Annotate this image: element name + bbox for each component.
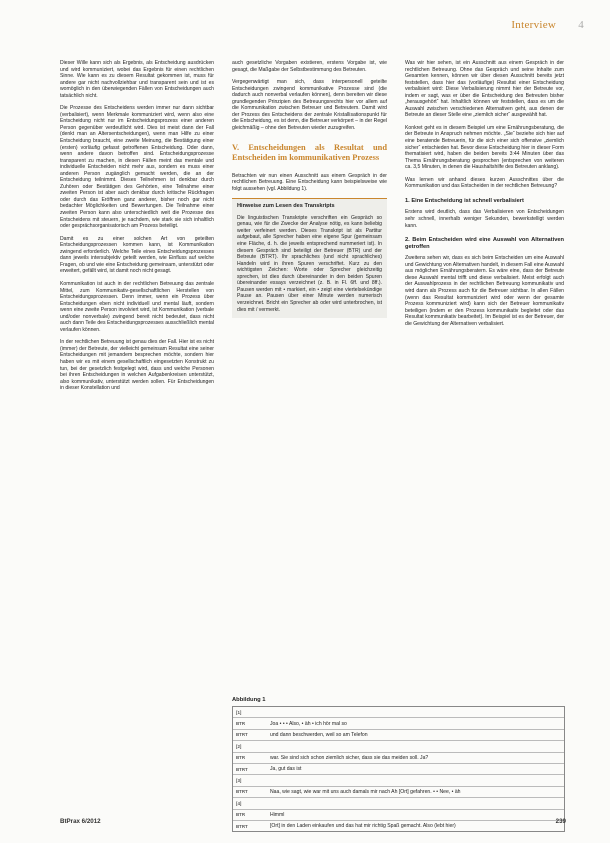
speaker-label: BTRT [236, 789, 248, 795]
transcript-row [233, 810, 564, 821]
speaker-label: BTRT [236, 766, 248, 772]
subheading: 1. Eine Entscheidung ist schnell verbalisiert [405, 197, 524, 204]
transcript-row [233, 730, 564, 741]
transcript-row [233, 741, 564, 752]
paragraph: Kommunikation ist auch in der rechtlichen Betreuung das zentrale Mittel, zum Kommunikativ-gesellschaftlichen Herstellen von Entscheidungsprozessen. Denn immer, wenn ein Prozess über Entscheidungen eben nicht individuell und mental läuft, sondern wenn eine zweite Person involviert wird, ist Kommunikation (verbale und/oder nonverbale) zwingend bereit nicht bedeutet, dass nicht auch dann Teile des Entscheidungsprozesses ausschließlich mental verlaufen können. [60, 280, 214, 333]
transcript-text: Ja, gut das ist [270, 766, 302, 773]
column-2 [232, 60, 387, 328]
transcript-table [232, 706, 565, 832]
paragraph: Damit es zu einer solchen Art von geteilten Entscheidungsprozessen kommen kann, ist Kommunikation zwingend erforderlich. Welche Teile eines Entscheidungsprozesses dann jeweils intersubjektiv geteilt werden, wie Einfluss auf welche Fragen, ob und wie eine Entscheidung gemeinsam, unterstützt oder erweitert, gefällt wird, ist damit noch nicht gesagt. [60, 235, 214, 275]
header-page-number: 4 [578, 19, 584, 31]
box-title: Hinweise zum Lesen des Transkripts [237, 203, 335, 210]
speaker-label: BTRT [236, 823, 248, 829]
figure-title: Abbildung 1 [232, 697, 266, 703]
speaker-label: BTRT [236, 732, 248, 738]
transcript-row [233, 787, 564, 798]
transcript-text: war. Sie sind sich schon ziemlich sicher, dass sie das meiden soll. Ja? [270, 754, 429, 761]
speaker-label: BTR [236, 721, 246, 727]
transcript-text: [Ort] in den Laden einkaufen und das hat mir richtig Spaß gemacht. Also (lebt hier) [270, 823, 456, 830]
paragraph: Vergegenwärtigt man sich, dass interpersonell geteilte Entscheidungen zwingend kommunikative Prozesse sind (die dadurch auch nonverbal verlaufen können), denn bereiten wir diese grundlegenden Prinzipien des Betreuungsrechts hier vor allem auf die Kommunikation zwischen Betreuer und Betreutem. Damit wird der Prozess des Entscheidens der zentrale Kristallisationspunkt für die Entscheidung, es ist denn, die Betreuer verkörpert – in der Regel gleichmäßig – ohne den Betreuten wieder zuzugreifen. [232, 79, 387, 131]
section-heading: V. Entscheidungen als Resultat und Entscheiden im kommunikativen Prozess [232, 143, 387, 163]
transcript-row [233, 718, 564, 729]
paragraph: Was lernen wir anhand dieses kurzen Ausschnittes über die Kommunikation und das Entscheiden in der rechtlichen Betreuung? [405, 176, 564, 190]
speaker-label: [1] [236, 709, 242, 715]
header-section: Interview [511, 19, 557, 31]
paragraph: Konkret geht es in diesem Beispiel um eine Ernährungsberatung, die der Betreute in Anspruch nehmen möchte. „Sie“ beziehe sich hier auf eine beratende Betreuerin, für die sich einer sich offensive „ziemlich sicher“ entschieden hat. Bevor diese Entscheidung hier in dieser Form thematisiert wird, haben die beiden bereits 3:44 Minuten über das Thema Ernährungsberatung gesprochen (entsprechen von weiteren ca. 3,5 Minuten, in denen die Haushaltshilfe des Betreuten anklang). [405, 124, 564, 171]
speaker-label: [4] [236, 800, 242, 806]
transcript-text: und dann beschwerden, weil so am Telefon [270, 731, 368, 738]
transcript-row [233, 775, 564, 786]
transcript-row [233, 707, 564, 718]
transcript-text: Joa • • • Also, • äh • ich hör mal so [270, 720, 347, 727]
figure-1 [232, 697, 565, 832]
box-text: Die linguistischen Transkripte verschriften ein Gespräch so genau, wie für die Zwecke der Analyse nötig, es kann beliebig weiter verfeinert werden. Dieses Transkript ist als Partitur aufgebaut, alle Sprecher haben eine eigene Spur (gemeinsam eine Fläche, d. h. die jeweils entsprechend nummeriert ist). In diesem Gespräch sind beteiligt der Betreuer (BTR) und der Betreute (BTRT). Ihr sprachliches (und nicht sprachliches) Handeln wird in ihren Spuren verschriftet. Kurz zu den wichtigsten Zeichen: Worte oder Sprecher gleichzeitig sprechen, ist dies durch übereinander in den beiden Spuren übereinander essays verzeichnet (z. B. in Fl. 6ff. und 8ff.). Pausen werden mit • markiert, ein • zeigt eine viertelsekündige Pause an. Pausen über einer Minute werden numerisch verzeichnet. Bricht ein Sprecher ab oder wird unterbrochen, ist dies mit / vermerkt. [237, 214, 382, 313]
paragraph: In der rechtlichen Betreuung ist genau dies der Fall. Hier ist es nicht (immer) der Betreute, der vielleicht gemeinsam Resultat eine seiner Entscheidungen mit jemandem besprechen möchte, sondern hier haben wir es mit einem gesellschaftlich eingesetzten Konstrukt zu tun, bei der gesetzlich festgelegt wird, dass und welche Personen bei ihren Entscheidungen in welchen Aufgabenkreisen unterstützt, also kommunikativ, unterstützt werden sollen. Für Entscheidungen in dieser Konstellation und [60, 339, 214, 392]
transcript-text: Himml [270, 811, 285, 818]
paragraph: Betrachten wir nun einen Ausschnitt aus einem Gespräch in der rechtlichen Betreuung. Eine Entscheidung kann beispielsweise wie folgt aussehen (vgl. Abbildung 1). [232, 172, 387, 192]
paragraph: Was wir hier sehen, ist ein Ausschnitt aus einem Gespräch in der rechtlichen Betreuung. Ohne das Gespräch und seine Inhalte zum Gesamten kennen, können wir über diesen Ausschnitt bereits jetzt feststellen, dass hier das (vorläufige) Resultat einer Entscheidung verbalisiert wird: Diese Verbalisierung nimmt hier der Betreute vor, indem er sagt, was er über die Entscheidung des Betreuten bisher „herausgehört“ hat. Inhaltlich können wir feststellen, dass es um die Auswahl zwischen verschiedenen Alternativen geht, aus denen der Betreute an dieser Stelle eine „ziemlich sicher“ ausgewählt hat. [405, 60, 564, 119]
footer-journal: BtPrax 6/2012 [60, 818, 101, 825]
speaker-label: BTR [236, 812, 246, 818]
paragraph: Zweitens sehen wir, dass es sich beim Entscheiden um eine Auswahl und Gewichtung von Alternativen handelt, in diesem Fall eine Auswahl aus möglichen Ernährungsberatern. Es wäre eine, dass der Betreute diese Auswahl mental trifft und diese verbalisiert. Meist erfolgt auch der Auswahlprozess in der rechtlichen Betreuung kommunikativ und wird dann als Prozess auch für die Betreuer sichtbar. In allen Fällen (wenn das Resultat kommuniziert wird oder wenn der gesamte Prozess kommuniziert wird) kann sich der Betreuer kommunikativ beteiligen (indem er den Prozess kommunikativ begleitet oder das Resultat kommunikativ bearbeitet). Im Beispiel ist es der Betreuer, der die Gewichtung der Alternativen verbalisiert. [405, 255, 564, 327]
transcript-row [233, 764, 564, 775]
transcript-row [233, 798, 564, 809]
speaker-label: BTR [236, 755, 246, 761]
paragraph: Die Prozesse des Entscheidens werden immer nur dann sichtbar (verbalisiert), wenn Merkmale kommuniziert wird, wenn also eine Entscheidung nicht nur im Entscheidungsprozess einer anderen Person gegenüber verdeutlicht wird. Dies ist meist dann der Fall (denkt man an Altersentscheidungen), wenn man Hilfe zu einer Entscheidung braucht, eine zweite Meinung, die Bestätigung einer (ersten) vorläufig gefasst getroffenen Entscheidung. Oder dann, wenn andere davon betroffen sind. Entscheidungsprozesse transparent zu machen, in diesen Fällen meint das mentale und individuelle Entscheiden nicht mehr aus, sondern es muss einer anderen Person zugänglich gemacht werden, die an der Entscheidung teilnimmt. Dieses Teilnehmen ist denkbar durch Zuhören oder Bestätigen des Gehörten, eine Teilnahme einer zweiten Person ist aber auch denkbar durch kritische Rückfragen oder durch das Eröffnen ganz anderer, bisher noch gar nicht bedachter Möglichkeiten und Bewertungen. Die Teilnahme einer zweiten Person kann also unterschiedlich weit die Prozesse des Entscheidens mit steuern, je nachdem, wie stark sie sich inhaltlich oder gesprächsorganisatorisch am Prozess beteiligt. [60, 105, 214, 230]
subheading: 2. Beim Entscheiden wird eine Auswahl von Alternativen getroffen [405, 237, 564, 250]
transcript-row [233, 821, 564, 831]
speaker-label: [3] [236, 778, 242, 784]
paragraph: Erstens wird deutlich, dass das Verbalisieren von Entscheidungen sehr schnell, innerhalb weniger Sekunden, bewerkstelligt werden kann. [405, 209, 564, 229]
speaker-label: [2] [236, 743, 242, 749]
column-1 [60, 60, 214, 398]
footer-page-number: 239 [555, 818, 566, 825]
transcript-row [233, 753, 564, 764]
running-header [511, 19, 584, 31]
column-3 [405, 60, 564, 333]
paragraph: auch gesetzliche Vorgaben existieren, erstens Vorgabe ist, wie gesagt, die Maßgabe der Selbstbestimmung des Betreuten. [232, 60, 387, 73]
paragraph: Dieser Wille kann sich als Ergebnis, als Entscheidung ausdrücken und wird kommuniziert, wobei das Ergebnis für einen rechtlichen Sinne. Wie kann es zu diesem Resultat gekommen ist, muss für andere gar nicht nachvollziehbar und transparent sein und ist es womöglich in den überwiegenden Fällen von Entscheidungen auch tatsächlich nicht. [60, 60, 214, 99]
transcript-hint-box [232, 198, 387, 318]
transcript-text: Naa, wie sagt, wie war mit uns auch damals mir nach Ah [Ort] gefahren. • • Nee, • äh [270, 788, 461, 795]
